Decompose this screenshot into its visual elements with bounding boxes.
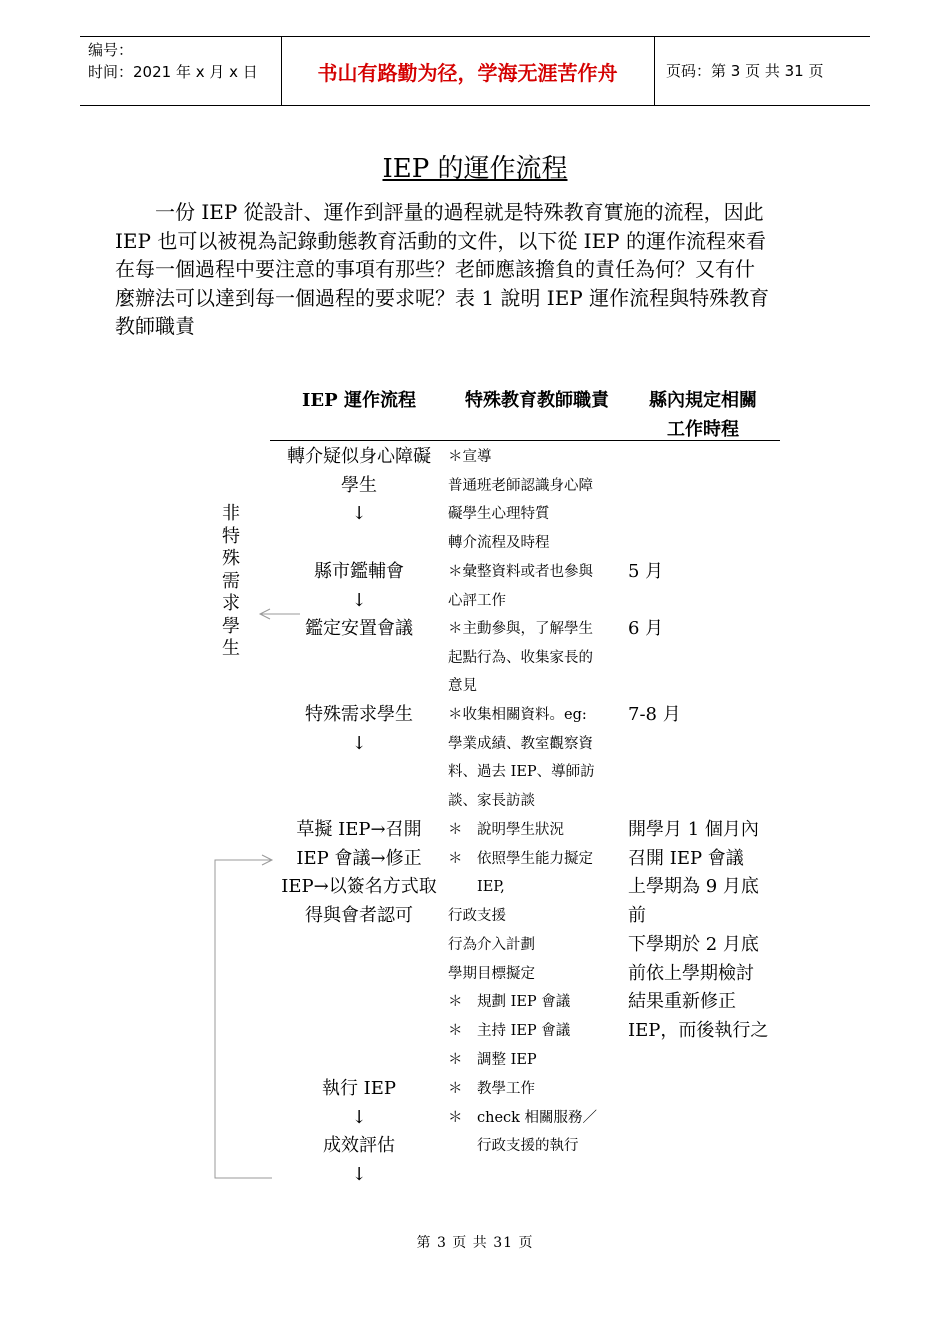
schedule-text: 下學期於 2 月底 bbox=[628, 933, 759, 955]
code-label: 编号： bbox=[88, 41, 134, 59]
duty-text: 起點行為、收集家長的 bbox=[448, 649, 593, 666]
schedule-text: 前 bbox=[628, 905, 646, 927]
side-char: 生 bbox=[222, 638, 240, 659]
process-text: 縣市鑑輔會 bbox=[314, 561, 404, 582]
process-cell bbox=[270, 701, 448, 758]
duty-text: ＊ 規劃 IEP 會議 bbox=[448, 994, 571, 1011]
duty-text: ＊ 主持 IEP 會議 bbox=[448, 1022, 571, 1039]
side-char: 殊 bbox=[222, 548, 240, 569]
duty-text: 意見 bbox=[448, 678, 477, 695]
duty-text: 料、過去 IEP、導師訪 bbox=[448, 764, 595, 781]
process-text: IEP→以簽名方式取 bbox=[281, 876, 437, 898]
down-arrow: ↓ bbox=[351, 732, 367, 754]
process-cell bbox=[270, 1075, 448, 1190]
loop-line bbox=[215, 860, 272, 1178]
intro-line: 教師職責 bbox=[115, 314, 195, 339]
duty-text: ＊宣導 bbox=[448, 449, 492, 465]
intro-line: 在每一個過程中要注意的事項有那些？老師應該擔負的責任為何？又有什 bbox=[115, 257, 755, 282]
header-page-info: 页码：第 3 页 共 31 页 bbox=[666, 62, 824, 80]
side-char: 非 bbox=[222, 503, 240, 524]
down-arrow: ↓ bbox=[351, 589, 367, 611]
duty-text: 礙學生心理特質 bbox=[448, 506, 550, 523]
duty-text: ＊ 教學工作 bbox=[448, 1081, 535, 1097]
duty-text: ＊收集相關資料。eg: bbox=[448, 707, 587, 723]
duty-text: IEP, bbox=[448, 879, 505, 896]
process-text: 成效評估 bbox=[323, 1135, 395, 1157]
schedule-text: 5 月 bbox=[628, 561, 664, 582]
down-arrow: ↓ bbox=[351, 1106, 367, 1128]
header-schedule-2: 工作時程 bbox=[667, 419, 739, 440]
process-text: IEP 會議→修正 bbox=[296, 847, 422, 869]
process-cell bbox=[270, 816, 448, 931]
header-duties: 特殊教育教師職責 bbox=[465, 390, 609, 411]
duty-text: 學業成績、教室觀察資 bbox=[448, 735, 593, 752]
process-text: 草擬 IEP→召開 bbox=[296, 819, 422, 840]
duty-text: 行為介入計劃 bbox=[448, 936, 535, 953]
duty-cell bbox=[448, 816, 593, 1074]
process-cell bbox=[270, 443, 448, 529]
schedule-text: 開學月 1 個月內 bbox=[628, 819, 759, 840]
schedule-text: 上學期為 9 月底 bbox=[628, 876, 759, 898]
duty-text: ＊ check 相關服務／ bbox=[448, 1109, 598, 1126]
schedule-text: 前依上學期檢討 bbox=[628, 962, 754, 984]
time-label: 时间：2021 年 x 月 x 日 bbox=[88, 63, 258, 81]
duty-text: 行政支援的執行 bbox=[448, 1138, 579, 1155]
side-char: 需 bbox=[222, 570, 240, 592]
duty-text: 普通班老師認識身心障 bbox=[448, 477, 593, 494]
process-cell bbox=[270, 558, 448, 615]
duty-text: 談、家長訪談 bbox=[448, 793, 535, 810]
duty-text: ＊ 依照學生能力擬定 bbox=[448, 850, 593, 867]
duty-cell bbox=[448, 701, 595, 816]
page-title: IEP 的運作流程 bbox=[382, 154, 568, 184]
schedule-cell bbox=[628, 615, 663, 644]
process-text: 學生 bbox=[341, 474, 377, 496]
side-char: 求 bbox=[222, 593, 240, 614]
duty-text: 學期目標擬定 bbox=[448, 965, 535, 982]
process-text: 轉介疑似身心障礙 bbox=[287, 446, 431, 467]
duty-cell bbox=[448, 443, 593, 558]
schedule-cell bbox=[628, 701, 681, 730]
header-schedule-1: 縣內規定相關 bbox=[649, 390, 757, 411]
process-text: 得與會者認可 bbox=[305, 905, 413, 927]
duty-text: ＊主動參與，了解學生 bbox=[448, 621, 593, 637]
duty-text: ＊ 說明學生狀況 bbox=[448, 822, 564, 838]
process-cell bbox=[270, 615, 448, 644]
duty-text: ＊彙整資料或者也參與 bbox=[448, 564, 593, 580]
schedule-text: 召開 IEP 會議 bbox=[628, 847, 744, 869]
intro-line: IEP 也可以被視為記錄動態教育活動的文件，以下從 IEP 的運作流程來看 bbox=[115, 228, 766, 253]
side-char: 特 bbox=[222, 525, 240, 547]
duty-text: 心評工作 bbox=[448, 592, 506, 609]
duty-text: 轉介流程及時程 bbox=[448, 535, 550, 552]
process-text: 特殊需求學生 bbox=[305, 704, 413, 725]
down-arrow: ↓ bbox=[351, 503, 367, 525]
intro-line: 麼辦法可以達到每一個過程的要求呢？表 1 說明 IEP 運作流程與特殊教育 bbox=[115, 285, 770, 310]
schedule-text: 7-8 月 bbox=[628, 704, 681, 725]
schedule-text: 結果重新修正 bbox=[628, 991, 736, 1013]
duty-cell bbox=[448, 558, 593, 615]
intro-line: 一份 IEP 從設計、運作到評量的過程就是特殊教育實施的流程，因此 bbox=[115, 200, 764, 224]
schedule-text: 6 月 bbox=[628, 618, 664, 639]
duty-cell bbox=[448, 615, 593, 701]
process-text: 鑑定安置會議 bbox=[305, 618, 413, 639]
process-text: 執行 IEP bbox=[321, 1078, 397, 1099]
schedule-text: IEP，而後執行之 bbox=[628, 1019, 769, 1041]
down-arrow: ↓ bbox=[351, 1164, 367, 1186]
page-footer: 第 3 页 共 31 页 bbox=[416, 1235, 534, 1251]
header-process: IEP 運作流程 bbox=[302, 390, 416, 411]
duty-cell bbox=[448, 1075, 597, 1161]
schedule-cell bbox=[628, 558, 663, 587]
schedule-cell bbox=[628, 816, 768, 1046]
duty-text: 行政支援 bbox=[448, 908, 506, 925]
duty-text: ＊ 調整 IEP bbox=[448, 1051, 537, 1068]
side-char: 學 bbox=[222, 615, 240, 637]
header-motto: 书山有路勤为径，学海无涯苦作舟 bbox=[317, 61, 618, 85]
